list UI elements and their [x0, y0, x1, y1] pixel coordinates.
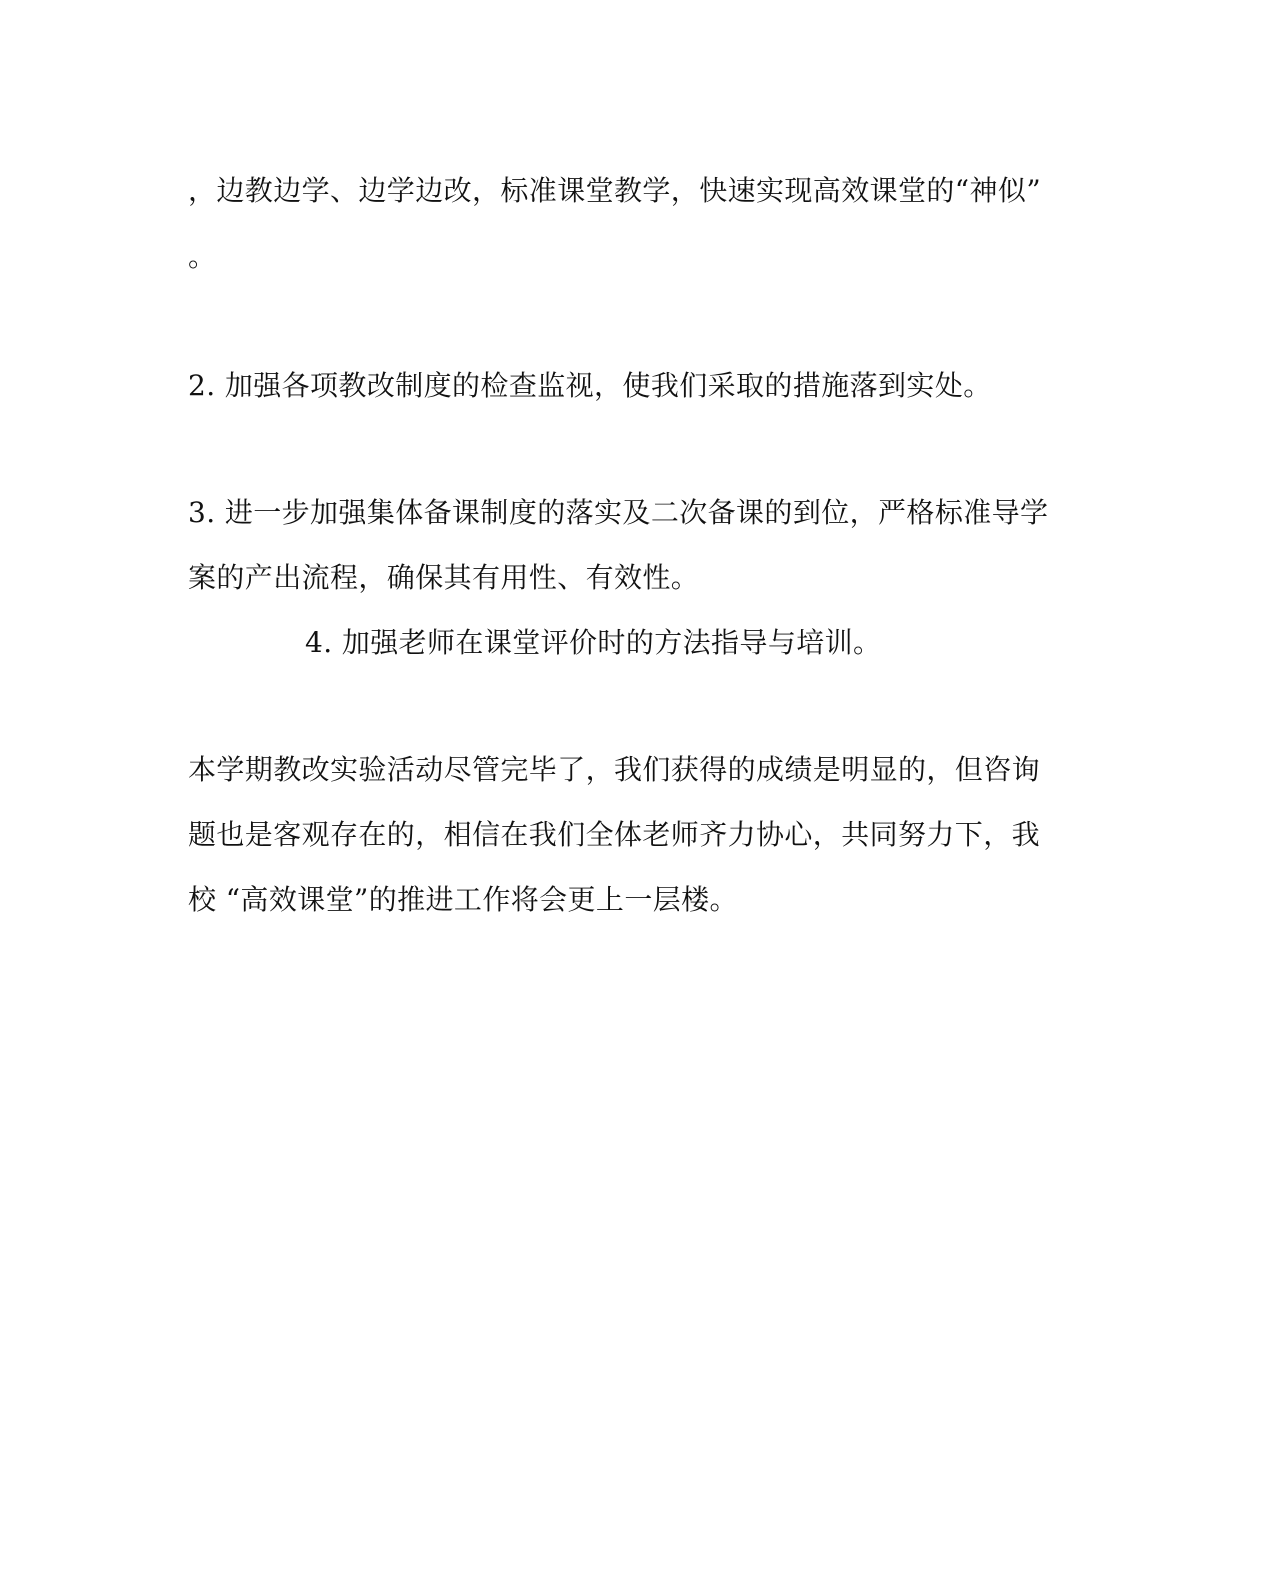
list-item-3-continued: 案的产出流程，确保其有用性、有效性。 — [188, 561, 700, 594]
list-item-3: 3. 进一步加强集体备课制度的落实及二次备课的到位，严格标准导学 — [188, 496, 1049, 529]
list-item-4: 4. 加强老师在课堂评价时的方法指导与培训。 — [305, 626, 882, 659]
summary-paragraph-line: 校 “高效课堂”的推进工作将会更上一层楼。 — [188, 883, 738, 916]
paragraph-line: ，边教边学、边学边改，标准课堂教学，快速实现高效课堂的“神似” — [188, 174, 1042, 207]
summary-paragraph-line: 题也是客观存在的，相信在我们全体老师齐力协心，共同努力下，我 — [188, 818, 1041, 851]
summary-paragraph-line: 本学期教改实验活动尽管完毕了，我们获得的成绩是明显的，但咨询 — [188, 753, 1041, 786]
paragraph-line: 。 — [188, 240, 217, 273]
list-item-2: 2. 加强各项教改制度的检查监视，使我们采取的措施落到实处。 — [188, 369, 992, 402]
